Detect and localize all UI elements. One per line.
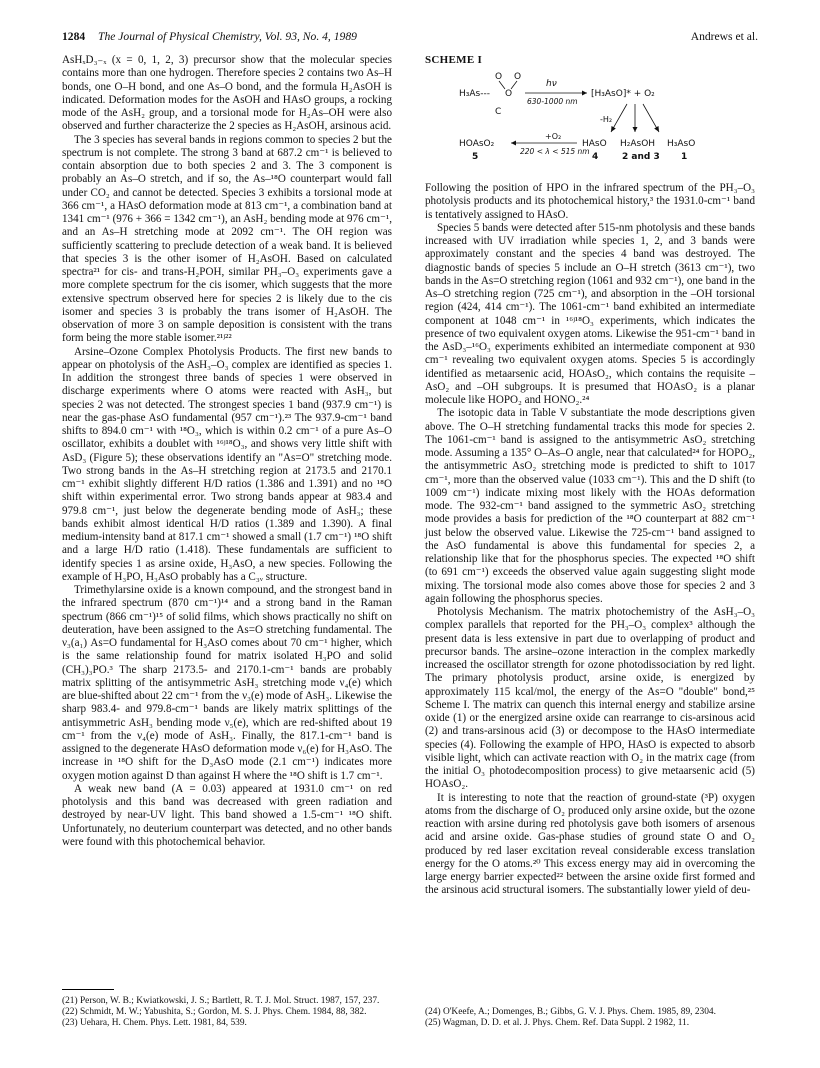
paragraph: Photolysis Mechanism. The matrix photochemistry of the AsH₃–O₃ complex parallels that reported for the PH₃–O₃ complex³ although the present data is less extensive in part due to overlapping of product and precursor bands. The arsine–ozone interaction in the complex markedly increased the oscillator strength for ozone photodissociation by red light. The primary photolysis product, arsine oxide, is energized by approximately 115 kcal/mol, the energy of the As=O "double" bond,²⁵ Scheme I. The matrix can quench this internal energy and stabilize arsine oxide (1) or the energized arsine oxide can rearrange to cis-arsinous acid (2) and trans-arsinous acid (3) or decompose to the HAsO intermediate species (4). Following the example of HPO, HAsO is expected to absorb visible light, which can activate reaction with O₂ in the matrix cage (from the initial O₃ photodecomposition process) to give metaarsenic acid (5) HOAsO₂. — [425, 606, 755, 791]
scheme-ozone-o-right: O — [514, 72, 522, 82]
scheme-number-5: 5 — [472, 152, 479, 162]
scheme-title: SCHEME I — [425, 54, 483, 66]
scheme-ozone-o-center: O — [505, 89, 513, 99]
footnote-rule-left — [62, 989, 114, 990]
paragraph: It is interesting to note that the reaction of ground-state (³P) oxygen atoms from the discharge of O₂ produced only arsine oxide, but the ozone reaction with arsine during red photolysis gave both isomers of arsenous acid and arsine oxide. Gas-phase studies of ground state O and O₂ produced by red laser excitation reveal considerable excess translation energy for the O atoms.²⁰ This excess energy may aid in overcoming the large energy barrier expected²² between the arsine oxide first formed and the arsinous acid structural isomers. The substantially lower yield of deu- — [425, 791, 755, 897]
scheme-complex-label: C — [495, 107, 502, 117]
reaction-scheme — [425, 66, 758, 176]
scheme-number-4: 4 — [592, 152, 599, 162]
footnote: (23) Uehara, H. Chem. Phys. Lett. 1981, 84, 539. — [62, 1018, 247, 1029]
right-column — [425, 182, 755, 979]
scheme-species-1: H₃AsO — [667, 139, 696, 149]
scheme-wavelength-range-bottom: 220 < λ < 515 nm — [520, 147, 590, 156]
footnotes-left — [62, 996, 394, 1030]
footnotes-right — [425, 1007, 757, 1029]
decomp-arrowhead-1 — [611, 126, 616, 132]
footnote: (25) Wagman, D. D. et al. J. Phys. Chem. Ref. Data Suppl. 2 1982, 11. — [425, 1018, 690, 1029]
ozone-bond-right — [511, 81, 517, 89]
paragraph: Trimethylarsine oxide is a known compound, and the strongest band in the infrared spectrum (870 cm⁻¹)¹⁴ and a strong band in the Raman spectrum (866 cm⁻¹)¹⁵ of solid films, which shows practically no shift on deuteration, have been assigned to the As=O stretching fundamental. The ν₃(a₁) As=O fundamental for H₃AsO comes about 70 cm⁻¹ higher, which is the same relationship found for matrix isolated H₃PO and solid (CH₃)₃PO.³ The sharp 2173.5- and 2170.1-cm⁻¹ bands are probably matrix splitting of the antisymmetric AsH₃ stretching mode ν₄(e) which are blue-shifted about 22 cm⁻¹ from the ν₃(e) mode of AsH₃. Likewise the sharp 983.4- and 979.8-cm⁻¹ bands are likely matrix splittings of the antisymmetric AsH₃ bending mode ν₅(e), which are red-shifted about 19 cm⁻¹ from the ν₄(e) mode of AsH₃. Finally, the 817.1-cm⁻¹ band is assigned to the degenerate HAsO deformation mode ν₆(e) for H₃AsO. The increase in ¹⁸O shift for the D₃AsO mode (2.1 cm⁻¹) indicates more oxygen motion against D than against H where the ¹⁸O shift is 1.7 cm⁻¹. — [62, 584, 392, 782]
scheme-number-2-3: 2 and 3 — [622, 152, 660, 162]
journal-citation: The Journal of Physical Chemistry, Vol. 93, No. 4, 1989 — [98, 30, 357, 43]
scheme-species-4: HAsO — [582, 139, 607, 149]
scheme-plus-o2: +O₂ — [545, 132, 562, 141]
reaction-scheme-diagram — [425, 66, 758, 176]
paragraph: The 3 species has several bands in regions common to species 2 but the spectrum is not complete. The strong 3 band at 687.2 cm⁻¹ is believed to contain absorption due to both species 2 and 3. The 3 component is probably an As–O stretch, and if so, the As–¹⁸O counterpart would fall under CO₂ and cannot be detected. Species 3 exhibits a torsional mode at 366 cm⁻¹, a HAsO deformation mode at 813 cm⁻¹, a combination band at 1341 cm⁻¹ (976 + 366 = 1342 cm⁻¹), an AsH₂ bending mode at 976 cm⁻¹, and an As–H stretching mode at 2092 cm⁻¹. The OH region was sufficiently scattering to preclude detection of a weak band. It is believed that species 3 is the other isomer of H₂AsOH. Based on calculated spectra²¹ for cis- and trans-H₂POH, similar PH₃–O₃ experiments gave a more complete spectrum for the cis isomer, which suggests that the more extensive spectrum observed here for species 2 is likely due to the cis isomer and species 3 is probably the trans isomer of H₂AsOH. The observation of more 3 on sample deposition is consistent with the trans form being the more stable isomer.²¹ʲ²² — [62, 133, 392, 345]
decomp-arrowhead-3 — [654, 126, 659, 132]
footnote: (24) O'Keefe, A.; Domenges, B.; Gibbs, G. V. J. Phys. Chem. 1985, 89, 2304. — [425, 1007, 716, 1017]
paragraph: AsHₓD₃₋ₓ (x = 0, 1, 2, 3) precursor show that the molecular species contains more than one hydrogen. Therefore species 2 contains two As–H bonds, one O–H bond, and one As–O bond, and the formula H₂AsOH is indicated. Deformation modes for the AsOH and HAsO groups, a rocking mode of the AsH₂ group, and a torsional mode for H₂As–OH were also observed and further characterize the 2 species as H₂AsOH, arsinous acid. — [62, 54, 392, 133]
scheme-number-1: 1 — [681, 152, 688, 162]
paragraph: A weak new band (A = 0.03) appeared at 1931.0 cm⁻¹ on red photolysis and this band was decreased with green radiation and destroyed by near-UV light. This band showed a 1.5-cm⁻¹ ¹⁸O shift. Unfortunately, no deuterium counterpart was detected, and no other bands were found with this photochemical behavior. — [62, 782, 392, 848]
scheme-product: [H₃AsO]* + O₂ — [591, 89, 655, 99]
scheme-species-2-3: H₂AsOH — [620, 139, 656, 149]
footnote: (22) Schmidt, M. W.; Yabushita, S.; Gordon, M. S. J. Phys. Chem. 1984, 88, 382. — [62, 1007, 367, 1018]
paragraph: The isotopic data in Table V substantiate the mode descriptions given above. The O–H stretching fundamental tracks this mode for species 2. The 1061-cm⁻¹ band is assigned to the antisymmetric AsO₂ stretching mode. Assuming a 135° O–As–O angle, near that calculated²⁴ for HOPO₂, the antisymmetric AsO₂ stretching mode is predicted to shift to 1017 cm⁻¹, more than the observed value (1033 cm⁻¹). This and the D shift (to 1009 cm⁻¹) indicate mixing most likely with the HOAs deformation mode. The 932-cm⁻¹ band assigned to the symmetric AsO₂ stretching mode provides a basis for prediction of the ¹⁸O counterpart at 882 cm⁻¹ just below the observed value. Likewise the 725-cm⁻¹ band assigned to the AsO fundamental is above this fundamental for species 2, a relationship like that for the phosphorus species. The expected ¹⁸O shift (to 691 cm⁻¹) exceeds the observed value again suggesting slight mode mixing. The torsional mode also comes above those for species 2 and 3 again following the phosphorus species. — [425, 407, 755, 605]
running-header — [62, 30, 758, 44]
decomp-arrowhead-2 — [633, 127, 638, 132]
scheme-reactant: H₃As--- — [459, 89, 490, 99]
paragraph: Species 5 bands were detected after 515-nm photolysis and these bands increased with UV irradiation while species 1, 2, and 3 bands were approximately constant and the species 4 band was destroyed. The diagnostic bands of species 5 include an O–H stretch (3613 cm⁻¹), two bands in the As=O stretching region (1061 and 932 cm⁻¹), one band in the As–O stretching region (725 cm⁻¹), and absorption in the –OH torsional region (424, 414 cm⁻¹). The 1061-cm⁻¹ band exhibited an intermediate component at 1048 cm⁻¹ in ¹⁶ʲ¹⁸O₃ experiments, which indicates the presence of two equivalent oxygen atoms. Likewise the 951-cm⁻¹ band in the AsD₃–¹⁶O₃ experiments exhibited an intermediate component at 930 cm⁻¹ revealing two equivalent oxygen atoms. Species 5 is accordingly identified as metaarsenic acid, HOAsO₂, which contains the requisite –AsO₂ and –OH subgroups. It is presumed that HOAsO₂ is a planar molecule like HOPO₂ and HONO₂.²⁴ — [425, 221, 755, 406]
left-column — [62, 54, 392, 979]
ozone-bond-left — [499, 81, 505, 89]
photolysis-arrowhead — [582, 91, 587, 96]
author-running-head: Andrews et al. — [690, 30, 758, 43]
scheme-hv-label: hν — [546, 79, 557, 89]
scheme-ozone-o-left: O — [495, 72, 503, 82]
oxidation-arrowhead — [511, 141, 516, 146]
paragraph: Following the position of HPO in the infrared spectrum of the PH₃–O₃ photolysis products and its photochemical history,³ the 1931.0-cm⁻¹ band is tentatively assigned to HAsO. — [425, 182, 755, 221]
scheme-species-5: HOAsO₂ — [459, 139, 495, 149]
scheme-minus-h2: -H₂ — [600, 115, 613, 124]
footnote: (21) Person, W. B.; Kwiatkowski, J. S.; Bartlett, R. T. J. Mol. Struct. 1987, 157, 237. — [62, 996, 380, 1006]
scheme-wavelength-range-top: 630-1000 nm — [527, 97, 578, 106]
paragraph: Arsine–Ozone Complex Photolysis Products. The first new bands to appear on photolysis of the AsH₃–O₃ complex are identified as species 1. In addition the strongest three bands of species 1 were observed in discharge experiments where O atoms were reacted with AsH₃, but species 2 was not detected. The strongest species 1 band (937.9 cm⁻¹) is near the gas-phase AsO fundamental (957 cm⁻¹).²³ The 937.9-cm⁻¹ band shifts to 894.0 cm⁻¹ with ¹⁸O₃, which is within 0.2 cm⁻¹ of a pure As–O oscillator, exhibits a doublet with ¹⁶ʲ¹⁸O₃, and shows very little shift with AsD₃ (Figure 5); these observations identify an "As=O" stretching mode. Two strong bands in the As–H stretching region at 2173.5 and 2170.1 cm⁻¹ exhibit slightly different H/D ratios (1.386 and 1.391) and no ¹⁸O shift within experimental error. Two strong bands appear at 983.4 and 979.8 cm⁻¹, just below the degenerate bending mode of AsH₃; these bands exhibit almost identical H/D ratios (1.389 and 1.390). A final medium-intensity band at 817.1 cm⁻¹ showed a small (1.7 cm⁻¹) ¹⁸O shift and a large H/D ratio (1.418). These fundamentals are sufficient to identify species 1 as arsine oxide, H₃AsO, a new species. Following the example of H₃PO, H₃AsO probably has a C₃ᵥ structure. — [62, 345, 392, 583]
page-number: 1284 — [62, 30, 86, 43]
